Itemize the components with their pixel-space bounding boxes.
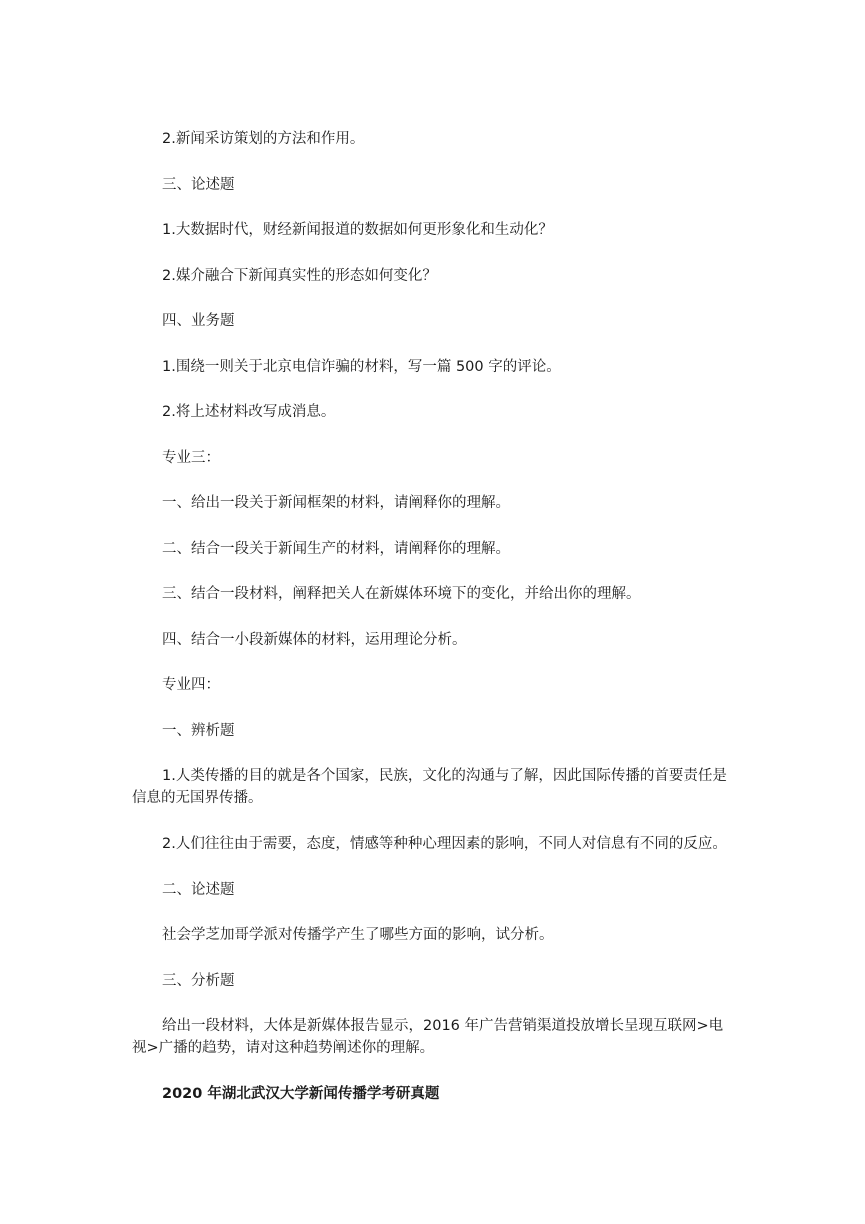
paragraph: 二、结合一段关于新闻生产的材料，请阐释你的理解。 — [162, 541, 510, 557]
paragraph: 一、给出一段关于新闻框架的材料，请阐释你的理解。 — [162, 495, 510, 511]
section-title: 三、论述题 — [162, 177, 235, 193]
paragraph: 2.媒介融合下新闻真实性的形态如何变化？ — [162, 268, 437, 284]
section-title: 四、业务题 — [162, 313, 235, 329]
section-title: 三、分析题 — [162, 973, 235, 989]
paragraph: 1.人类传播的目的就是各个国家，民族，文化的沟通与了解，因此国际传播的首要责任是信息的无国界传播。 — [132, 768, 727, 806]
section-title: 专业四： — [162, 677, 220, 693]
paragraph: 1.大数据时代，财经新闻报道的数据如何更形象化和生动化？ — [162, 222, 553, 238]
paragraph: 四、结合一小段新媒体的材料，运用理论分析。 — [162, 632, 467, 648]
paragraph: 三、结合一段材料，阐释把关人在新媒体环境下的变化，并给出你的理解。 — [162, 586, 641, 602]
paragraph: 2.新闻采访策划的方法和作用。 — [162, 131, 365, 147]
paragraph: 社会学芝加哥学派对传播学产生了哪些方面的影响，试分析。 — [162, 927, 554, 943]
paragraph: 2.人们往往由于需要，态度，情感等种种心理因素的影响，不同人对信息有不同的反应。 — [162, 836, 727, 852]
section-heading: 2020 年湖北武汉大学新闻传播学考研真题 — [162, 1086, 440, 1102]
section-title: 一、辨析题 — [162, 723, 235, 739]
paragraph: 2.将上述材料改写成消息。 — [162, 404, 336, 420]
section-title: 专业三： — [162, 450, 220, 466]
section-title: 二、论述题 — [162, 882, 235, 898]
paragraph: 1.围绕一则关于北京电信诈骗的材料，写一篇 500 字的评论。 — [162, 359, 561, 375]
paragraph: 给出一段材料，大体是新媒体报告显示，2016 年广告营销渠道投放增长呈现互联网>电视>广播的趋势，请对这种趋势阐述你的理解。 — [132, 1018, 724, 1056]
